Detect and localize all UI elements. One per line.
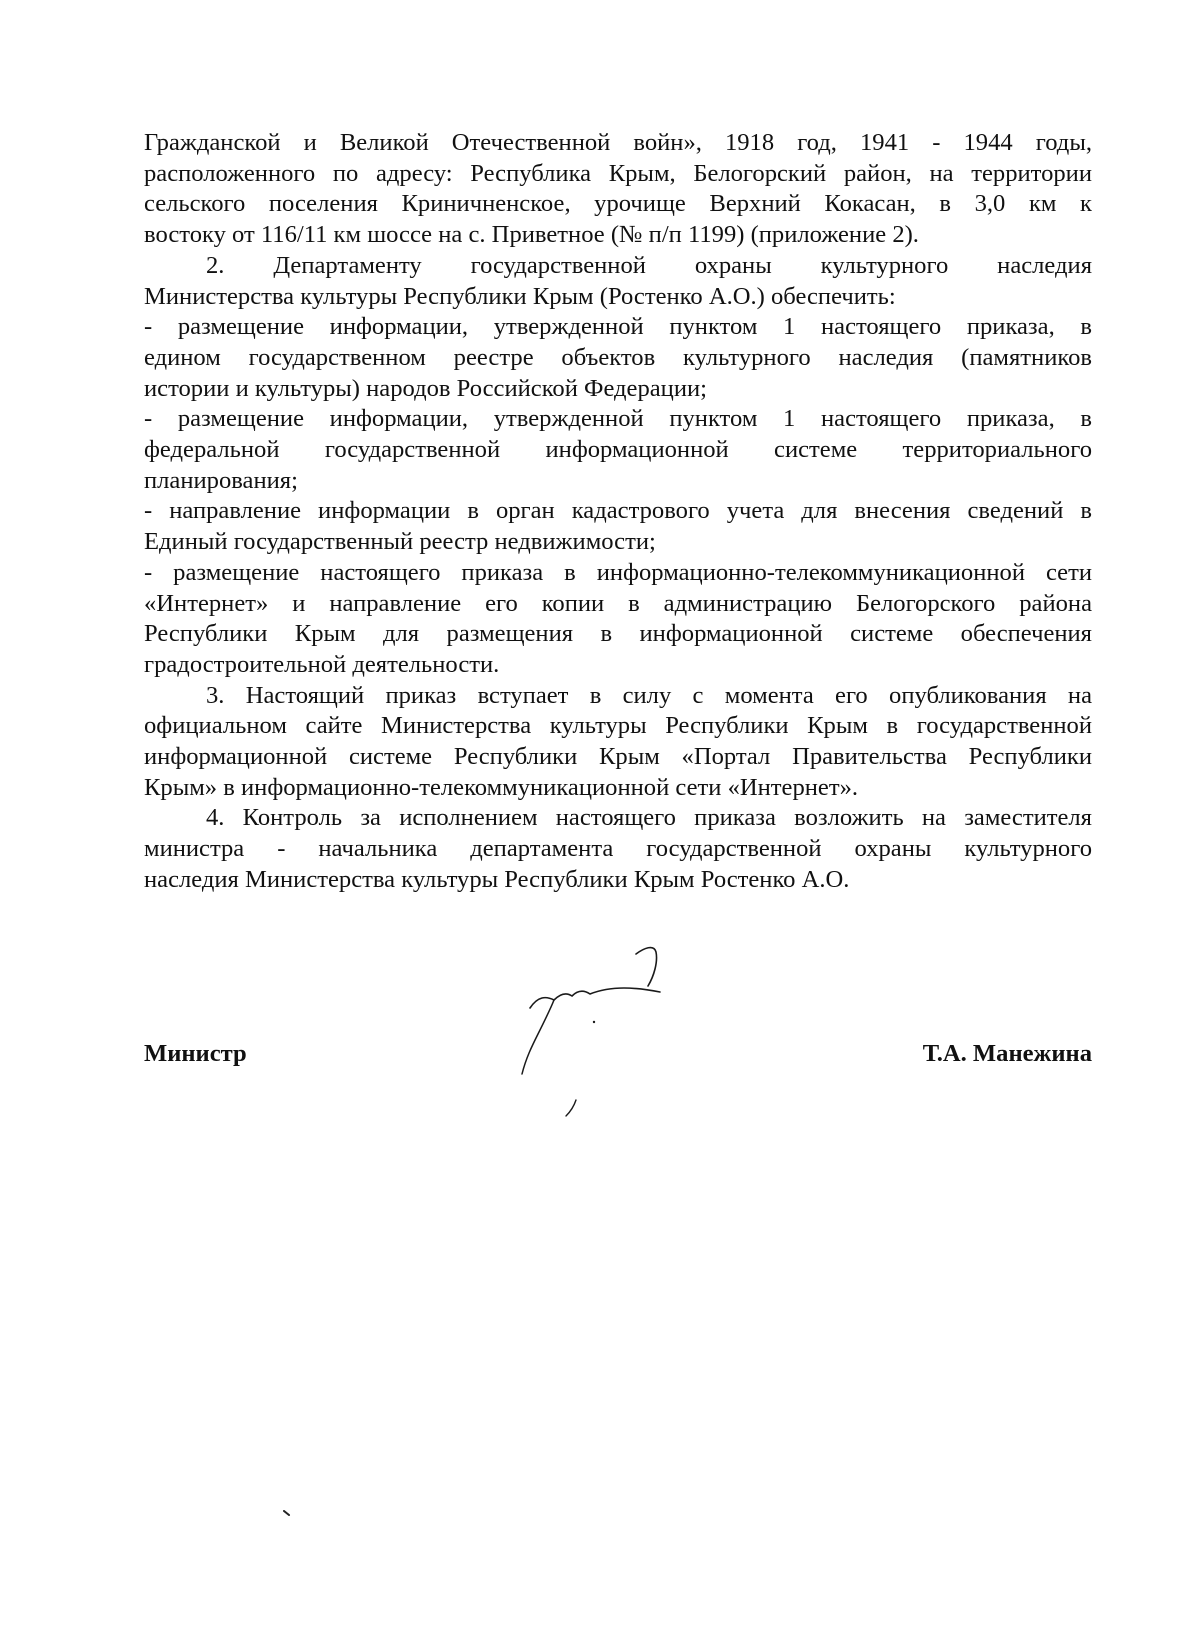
text-line: наследия Министерства культуры Республики Крым Ростенко А.О.	[144, 865, 850, 893]
paragraph-bullet-planning	[144, 404, 1092, 496]
text-line: Гражданской и Великой Отечественной войн», 1918 год, 1941 - 1944 годы,	[144, 129, 1092, 156]
paragraph-item-2	[144, 251, 1092, 312]
text-line: 2. Департаменту государственной охраны культурного наследия	[206, 251, 1092, 279]
signature-block	[144, 1040, 1092, 1080]
text-line: «Интернет» и направление его копии в администрацию Белогорского района	[144, 589, 1092, 617]
signer-position: Министр	[144, 1040, 247, 1067]
text-line: Единый государственный реестр недвижимости;	[144, 528, 656, 556]
text-line: сельского поселения Криничненское, урочище Верхний Кокасан, в 3,0 км к	[144, 190, 1092, 218]
text-line: планирования;	[144, 466, 298, 494]
text-line: Республики Крым для размещения в информационной системе обеспечения	[144, 620, 1092, 648]
signer-name: Т.А. Манежина	[922, 1040, 1092, 1067]
text-line: - размещение информации, утвержденной пунктом 1 настоящего приказа, в	[144, 405, 1092, 433]
text-line: 3. Настоящий приказ вступает в силу с момента его опубликования на	[206, 681, 1092, 709]
paragraph-item-4	[144, 803, 1092, 895]
text-line: федеральной государственной информационной системе территориального	[144, 436, 1092, 464]
text-line: министра - начальника департамента государственной охраны культурного	[144, 835, 1092, 863]
text-line: Крым» в информационно-телекоммуникационной сети «Интернет».	[144, 773, 859, 801]
text-line: официальном сайте Министерства культуры Республики Крым в государственной	[144, 712, 1092, 740]
paragraph-item-3	[144, 681, 1092, 804]
paragraph-bullet-registry	[144, 312, 1092, 404]
text-line: востоку от 116/11 км шоссе на с. Приветное (№ п/п 1199) (приложение 2).	[144, 221, 919, 249]
paragraph-bullet-internet	[144, 558, 1092, 681]
paragraph-continuation	[144, 128, 1092, 251]
text-line: Министерства культуры Республики Крым (Ростенко А.О.) обеспечить:	[144, 282, 896, 310]
document-body	[144, 128, 1092, 896]
text-line: 4. Контроль за исполнением настоящего приказа возложить на заместителя	[206, 804, 1092, 832]
text-line: - размещение информации, утвержденной пунктом 1 настоящего приказа, в	[144, 313, 1092, 341]
text-line: расположенного по адресу: Республика Крым, Белогорский район, на территории	[144, 159, 1092, 187]
text-line: информационной системе Республики Крым «Портал Правительства Республики	[144, 743, 1092, 771]
text-line: едином государственном реестре объектов культурного наследия (памятников	[144, 343, 1092, 371]
text-line: - направление информации в орган кадастрового учета для внесения сведений в	[144, 497, 1092, 525]
text-line: истории и культуры) народов Российской Федерации;	[144, 374, 707, 402]
text-line: градостроительной деятельности.	[144, 650, 500, 678]
paragraph-bullet-cadastre	[144, 496, 1092, 557]
scan-speck	[283, 1510, 291, 1518]
text-line: - размещение настоящего приказа в информационно-телекоммуникационной сети	[144, 558, 1092, 586]
